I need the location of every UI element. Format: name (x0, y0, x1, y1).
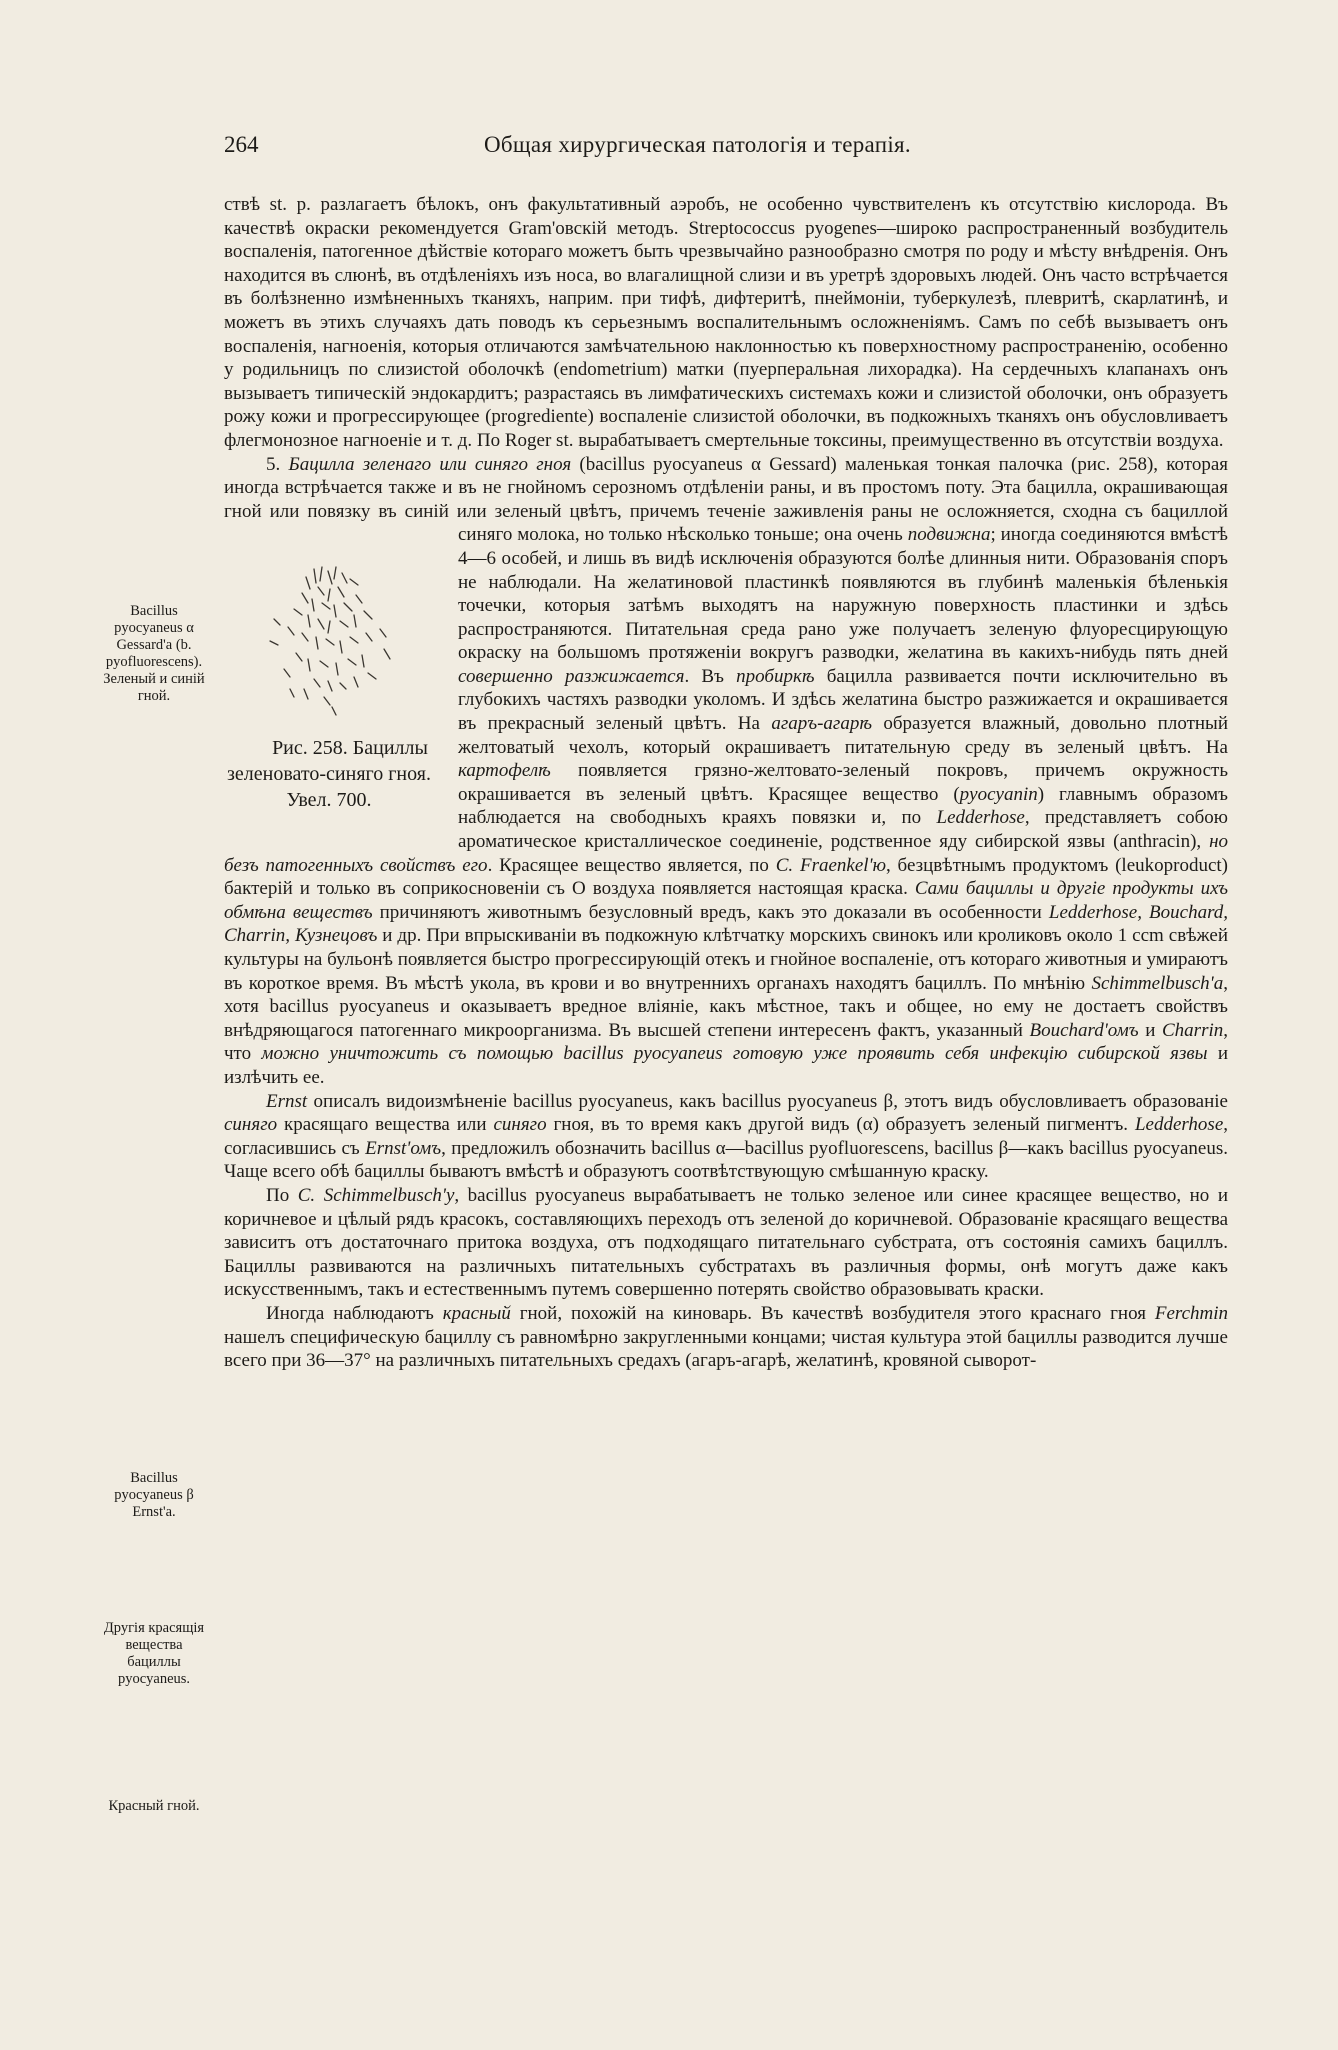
bacilli-microscope-drawing (244, 549, 414, 719)
paragraph-pyocyaneus-beta: Ernst описалъ видоизмѣненіе bacillus pyocyaneus, какъ bacillus pyocyaneus β, этотъ видъ обусловливаетъ образованіе синяго красящаго вещества или синяго гноя, въ то время какъ другой видъ (α) образуетъ зеленый пигментъ. Ledderhose, согласившись съ Ernst'омъ, предложилъ обозначить bacillus α—bacillus pyofluorescens, bacillus β—какъ bacillus pyocyaneus. Чаще всего обѣ бациллы бываютъ вмѣстѣ и образуютъ соотвѣтствующую смѣшанную краску. (224, 1090, 1228, 1183)
margin-note-pyocyaneus-alpha: Bacillus pyocyaneus α Gessard'a (b. pyofluorescens). Зеленый и синій гной. (103, 603, 205, 704)
margin-note-other-pigments: Другія красящія вещества бациллы pyocyaneus. (103, 1620, 205, 1687)
page-number: 264 (224, 132, 259, 157)
body-text (224, 193, 1228, 1373)
figure-caption: Рис. 258. Бациллы зеленовато-синяго гноя. Увел. 700. (227, 737, 431, 812)
paragraph-streptococcus: ствѣ st. p. разлагаетъ бѣлокъ, онъ факультативный аэробъ, не особенно чувствителенъ къ отсутствію кислорода. Въ качествѣ окраски рекомендуется Gram'овскій методъ. Streptococcus pyogenes—широко распространенный возбудитель воспаленія, патогенное дѣйствіе котораго можетъ быть чрезвычайно разнообразно смотря по роду и мѣсту внѣдренія. Онъ находится въ слюнѣ, въ отдѣленіяхъ изъ носа, во влагалищной слизи и въ уретрѣ здоровыхъ людей. Онъ часто встрѣчается въ болѣзненно измѣненныхъ тканяхъ, наприм. при тифѣ, дифтеритѣ, пнеймоніи, туберкулезѣ, плевритѣ, скарлатинѣ, и можетъ въ этихъ случаяхъ дать поводъ къ серьезнымъ воспалительнымъ осложненіямъ. Самъ по себѣ вызываетъ онъ воспаленія, нагноенія, которыя отличаются замѣчательною наклонностью къ поверхностному распространенію, особенно у родильницъ по слизистой оболочкѣ (endometrium) матки (пуерперальная лихорадка). На сердечныхъ клапанахъ онъ вызываетъ типическій эндокардитъ; разрастаясь въ лимфатическихъ системахъ кожи и слизистой оболочки, онъ образуетъ рожу кожи и прогрессирующее (progrediente) воспаленіе слизистой оболочки, въ подкожныхъ тканяхъ онъ обусловливаетъ флегмонозное нагноеніе и т. д. По Roger st. вырабатываетъ смертельные токсины, преимущественно въ отсутствіи воздуха. (224, 194, 1228, 451)
paragraph-bacillus-pyocyaneus: 5. Бацилла зеленаго или синяго гноя (bacillus pyocyaneus α Gessard) маленькая тонкая палочка (рис. 258), которая иногда встрѣчается также и въ не гнойномъ серозномъ отдѣленіи раны, и въ простомъ поту. Эта бацилла, окрашивающая гной или повязку въ синій или зеленый цвѣтъ, причемъ теченіе заживленія раны не осложняется, сходна съ бациллой синяго молока, но только нѣсколько тоньше; она очень Рис. 258. Бациллы зеленовато-синяго гноя. Увел. 700. подвижна; иногда соединяются вмѣстѣ 4—6 особей, и лишь въ видѣ исключенія образуются болѣе длинныя нити. Образованія споръ не наблюдали. На желатиновой пластинкѣ появляются въ глубинѣ маленькія бѣленькія точечки, которыя затѣмъ выходятъ на наружную поверхность пластинки и здѣсь распространяются. Питательная среда рано уже получаетъ зеленую флуоресцирующую окраску на большомъ протяженіи вокругъ разводки, желатина въ какихъ-нибудь пять дней совершенно разжижается. Въ пробиркѣ бацилла развивается почти исключительно въ глубокихъ частяхъ разводки уколомъ. И здѣсь желатина быстро разжижается и окрашивается въ прекрасный зеленый цвѣтъ. На агаръ-агарѣ образуется влажный, довольно плотный желтоватый чехолъ, который окрашиваетъ питательную среду въ зеленый цвѣтъ. На картофелѣ появляется грязно-желтовато-зеленый покровъ, причемъ окружность окрашивается въ зеленый цвѣтъ. Красящее вещество (pyocyanin) главнымъ образомъ наблюдается на свободныхъ краяхъ повязки и, по Ledderhose, представляетъ собою ароматическое кристаллическое соединеніе, родственное яду сибирской язвы (anthracin), но безъ патогенныхъ свойствъ его. Красящее вещество является, по C. Fraenkel'ю, безцвѣтнымъ продуктомъ (leukoproduct) бактерій и только въ соприкосновеніи съ O воздуха появляется настоящая краска. Сами бациллы и другіе продукты ихъ обмѣна веществъ причиняютъ животнымъ безусловный вредъ, какъ это доказали въ особенности Ledderhose, Bouchard, Charrin, Кузнецовъ и др. При впрыскиваніи въ подкожную клѣтчатку морскихъ свинокъ или кроликовъ около 1 ccm свѣжей культуры на бульонѣ появляется быстро прогрессирующій отекъ и гнойное воспаленіе, отъ котораго животныя и умираютъ въ короткое время. Въ мѣстѣ укола, въ крови и во внутреннихъ органахъ находятъ бациллъ. По мнѣнію Schimmelbusch'a, хотя bacillus pyocyaneus и оказываетъ вредное вліяніе, какъ мѣстное, такъ и общее, но ему не достаетъ свойствъ внѣдряющагося патогеннаго микроорганизма. Въ высшей степени интересенъ фактъ, указанный Bouchard'омъ и Charrin, что можно уничтожить съ помощью bacillus pyocyaneus готовую уже проявить себя инфекцію сибирской язвы и излѣчить ее. (224, 453, 1229, 1088)
page-header (224, 132, 1224, 166)
running-title: Общая хирургическая патологія и терапія. (484, 132, 911, 157)
margin-note-pyocyaneus-beta: Bacillus pyocyaneus β Ernst'a. (114, 1470, 194, 1520)
margin-note-red-pus: Красный гной. (108, 1798, 200, 1814)
paragraph-red-pus: Иногда наблюдаютъ красный гной, похожій на киноварь. Въ качествѣ возбудителя этого краснаго гноя Ferchmin нашелъ специфическую бациллу съ равномѣрно закругленными концами; чистая культура этой бациллы разводится лучше всего при 36—37° на различныхъ питательныхъ средахъ (агаръ-агарѣ, желатинѣ, кровяной сыворот- (224, 1302, 1229, 1372)
paragraph-other-pigments: По C. Schimmelbusch'y, bacillus pyocyaneus вырабатываетъ не только зеленое или синее красящее вещество, но и коричневое и цѣлый рядъ красокъ, составляющихъ переходъ отъ зеленой до коричневой. Образованіе красящаго вещества зависитъ отъ достаточнаго притока воздуха, отъ подходящаго питательнаго субстрата, отъ состоянія самихъ бациллъ. Бациллы развиваются на различныхъ питательныхъ субстратахъ въ различныя формы, онѣ могутъ даже какъ искусственнымъ, такъ и естественнымъ путемъ совершенно потерять свойство образовывать краски. (224, 1184, 1228, 1301)
figure-258 (222, 525, 440, 839)
